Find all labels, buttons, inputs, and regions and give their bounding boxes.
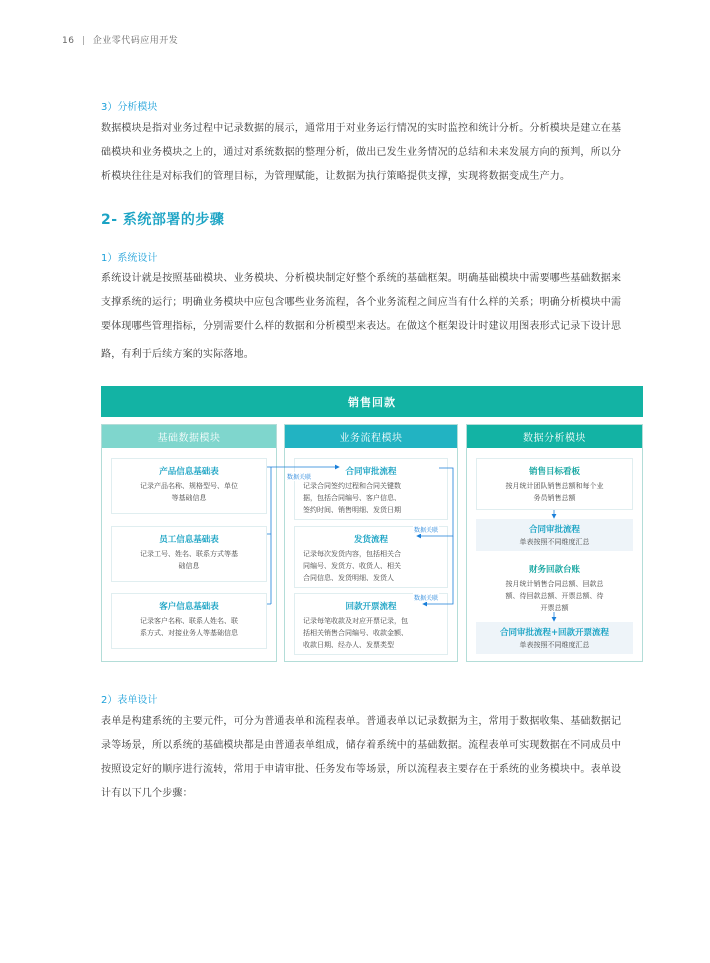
paragraph-line: 按照设定好的顺序进行流转，常用于申请审批、任务发布等场景，所以流程表主要存在于系统的业务模块中。表单设 xyxy=(101,764,622,775)
card-title: 客户信息基础表 xyxy=(159,602,219,612)
desc-line: 系方式、对接业务人等基础信息 xyxy=(140,629,238,637)
page-number: 16 xyxy=(62,36,75,46)
header-separator: | xyxy=(81,36,86,46)
card-title: 产品信息基础表 xyxy=(159,467,219,477)
paragraph-line: 支撑系统的运行；明确业务模块中应包含哪些业务流程，各个业务流程之间应当有什么样的关系；明确分析模块中需 xyxy=(101,297,622,308)
column-title: 数据分析模块 xyxy=(467,425,642,448)
diagram-connectors xyxy=(101,386,643,662)
card-title: 发货流程 xyxy=(353,535,388,545)
system-design-heading: 1）系统设计 xyxy=(101,253,158,264)
desc-line: 等基础信息 xyxy=(171,494,207,502)
paragraph-line: 系统设计就是按照基础模块、业务模块、分析模块制定好整个系统的基础框架。明确基础模块中需要哪些基础数据来 xyxy=(101,273,622,284)
data-link-label: 数据关联 xyxy=(414,527,439,534)
desc-line: 务员销售总额 xyxy=(533,494,576,502)
card-title: 合同审批流程 xyxy=(345,467,397,477)
desc-line: 签约时间、销售明细、发货日期 xyxy=(303,506,401,514)
desc-line: 单表按照不同维度汇总 xyxy=(519,538,590,546)
desc-line: 按月统计销售合同总额、回款总 xyxy=(505,580,604,588)
desc-line: 开票总额 xyxy=(540,604,569,612)
paragraph-line: 础模块和业务模块之上的，通过对系统数据的整理分析，做出已发生业务情况的总结和未来发展方向的预判，所以分 xyxy=(101,147,622,158)
paragraph-line: 计有以下几个步骤： xyxy=(101,788,193,799)
column-title: 业务流程模块 xyxy=(285,425,457,448)
data-link-label: 数据关联 xyxy=(414,595,439,602)
desc-line: 记录合同签约过程和合同关键数 xyxy=(303,482,401,490)
desc-line: 据，包括合同编号、客户信息、 xyxy=(303,494,401,502)
paragraph-line: 表单是构建系统的主要元件，可分为普通表单和流程表单。普通表单以记录数据为主，常用于数据收集、基础数据记 xyxy=(101,716,622,727)
page-header xyxy=(62,33,178,46)
card-title: 员工信息基础表 xyxy=(159,535,219,545)
system-design-paragraph xyxy=(101,267,646,367)
link-trunk xyxy=(267,467,271,604)
card-title: 合同审批流程+回款开票流程 xyxy=(499,628,610,638)
desc-line: 括相关销售合同编号、收款金额、 xyxy=(303,629,408,637)
paragraph-line: 录等场景，所以系统的基础模块都是由普通表单组成，储存着系统中的基础数据。流程表单可实现数据在不同成员中 xyxy=(101,740,622,751)
card-title: 合同审批流程 xyxy=(528,525,580,535)
paragraph-line: 析模块往往是对标我们的管理目标，为管理赋能，让数据为执行策略提供支撑，实现将数据变成生产力。 xyxy=(101,171,571,182)
card-title: 销售目标看板 xyxy=(528,467,580,477)
desc-line: 记录产品名称、规格型号、单位 xyxy=(140,482,238,490)
desc-line: 单表按照不同维度汇总 xyxy=(519,641,590,649)
desc-line: 记录每笔收款及对应开票记录，包 xyxy=(303,617,408,625)
paragraph-line: 要体现哪些管理指标，分别需要什么样的数据和分析模型来表达。在做这个框架设计时建议用图表形式记录下设计思 xyxy=(101,321,622,332)
desc-line: 础信息 xyxy=(178,562,200,570)
desc-line: 记录每次发货内容，包括相关合 xyxy=(303,550,401,558)
column-title: 基础数据模块 xyxy=(102,425,276,448)
card-title: 财务回款台账 xyxy=(528,565,580,575)
analysis-module-paragraph xyxy=(101,117,646,189)
analysis-module-heading: 3）分析模块 xyxy=(101,102,158,113)
desc-line: 合同信息、发货明细、发货人 xyxy=(303,574,394,582)
form-design-paragraph xyxy=(101,710,646,806)
desc-line: 额、待回款总额、开票总额、待 xyxy=(505,592,604,600)
desc-line: 记录工号、姓名、联系方式等基 xyxy=(140,550,238,558)
desc-line: 同编号、发货方、收货人、相关 xyxy=(303,562,401,570)
card-title: 回款开票流程 xyxy=(345,602,397,612)
section-heading: 2- 系统部署的步骤 xyxy=(101,212,225,228)
diagram-banner: 销售回款 xyxy=(101,386,643,417)
sales-collection-diagram xyxy=(101,386,643,662)
paragraph-line: 路，有利于后续方案的实际落地。 xyxy=(101,349,254,360)
book-title: 企业零代码应用开发 xyxy=(92,36,179,46)
desc-line: 收款日期、经办人、发票类型 xyxy=(303,641,394,649)
form-design-heading: 2）表单设计 xyxy=(101,695,158,706)
desc-line: 记录客户名称、联系人姓名、联 xyxy=(140,617,238,625)
data-link-label: 数据关联 xyxy=(287,474,312,481)
paragraph-line: 数据模块是指对业务过程中记录数据的展示，通常用于对业务运行情况的实时监控和统计分析。分析模块是建立在基 xyxy=(101,123,622,134)
desc-line: 按月统计团队销售总额和每个业 xyxy=(505,482,604,490)
